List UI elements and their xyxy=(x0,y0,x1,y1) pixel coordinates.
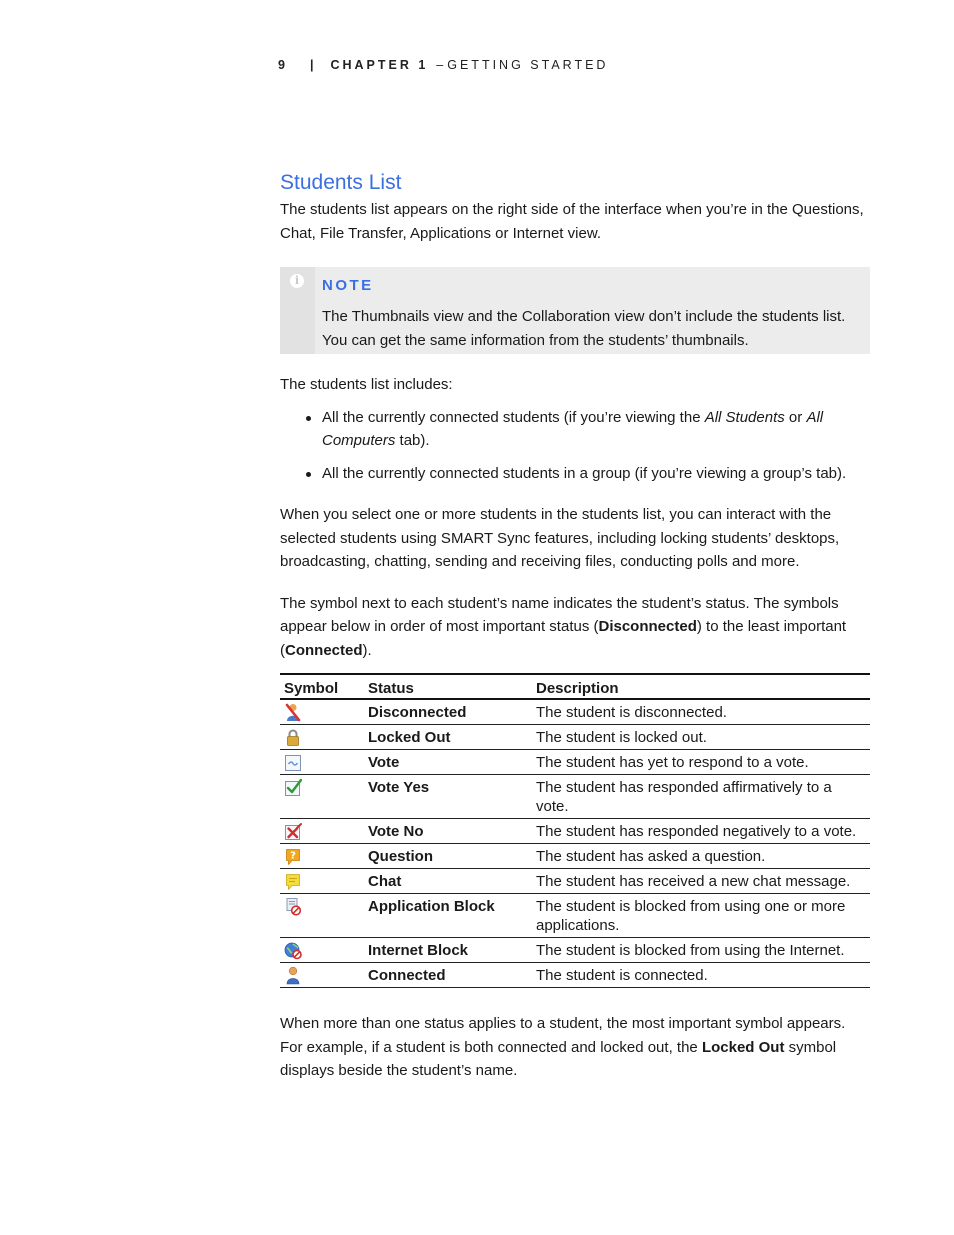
paragraph-text: ) to the least important ( xyxy=(280,618,847,659)
status-symbol-table xyxy=(280,673,870,988)
description-cell: The student has asked a question. xyxy=(532,844,870,869)
internet-block-icon xyxy=(284,941,302,960)
chapter-label: CHAPTER 1 xyxy=(330,58,429,72)
bullet-emphasis: All Computers xyxy=(322,408,824,449)
chapter-title: GETTING STARTED xyxy=(447,58,609,72)
bullet-text: All the currently connected students (if you’re viewing the xyxy=(322,408,705,426)
status-cell: Application Block xyxy=(364,894,532,938)
info-icon: i xyxy=(290,274,304,288)
description-cell: The student is blocked from using the Internet. xyxy=(532,938,870,963)
svg-text:?: ? xyxy=(290,850,296,862)
table-row xyxy=(280,750,870,775)
select-paragraph: When you select one or more students in the students list, you can interact with the selected students using SMART Sync features, including locking students’ desktops, broadcasting, chatting, sending and receiving files, conducting polls and more. xyxy=(280,506,840,570)
symbol-cell xyxy=(280,938,364,963)
description-cell: The student has responded affirmatively to a vote. xyxy=(532,775,870,819)
paragraph-text: symbol displays beside the student’s name. xyxy=(280,1038,837,1079)
paragraph-text: When more than one status applies to a student, the most important symbol appears. For example, if a student is both connected and locked out, the xyxy=(280,1015,846,1056)
paragraph-text: ). xyxy=(362,641,372,659)
bullet-text: tab). xyxy=(395,432,430,449)
table-row xyxy=(280,963,870,988)
running-header xyxy=(278,58,608,72)
symbol-cell xyxy=(280,699,364,725)
symbol-cell xyxy=(280,963,364,988)
list-item xyxy=(322,406,870,453)
status-cell: Question xyxy=(364,844,532,869)
header-dash: – xyxy=(436,58,444,72)
paragraph-text: The symbol next to each student’s name indicates the student’s status. The symbols appear below in order of most important status ( xyxy=(280,594,839,635)
note-box xyxy=(280,267,870,354)
application-block-icon xyxy=(284,897,302,916)
symbol-cell xyxy=(280,894,364,938)
description-cell: The student is connected. xyxy=(532,963,870,988)
paragraph-bold: Connected xyxy=(285,641,363,659)
table-row xyxy=(280,699,870,725)
bullet-list xyxy=(280,406,870,486)
vote-no-icon xyxy=(284,822,302,841)
status-cell: Vote Yes xyxy=(364,775,532,819)
symbol-cell xyxy=(280,750,364,775)
table-row xyxy=(280,819,870,844)
note-text: The Thumbnails view and the Collaboration view don’t include the students list. You can get the same information from the students’ thumbnails. xyxy=(322,308,846,349)
table-row xyxy=(280,775,870,819)
table-row xyxy=(280,869,870,894)
includes-text: The students list includes: xyxy=(280,376,453,393)
column-header-description: Description xyxy=(532,674,870,699)
connected-icon xyxy=(284,966,302,985)
description-cell: The student is blocked from using one or more applications. xyxy=(532,894,870,938)
bullet-text: or xyxy=(784,408,807,426)
symbol-cell xyxy=(280,844,364,869)
symbol-paragraph xyxy=(280,592,870,663)
table-row xyxy=(280,938,870,963)
closing-paragraph xyxy=(280,1012,870,1083)
symbol-cell xyxy=(280,819,364,844)
description-cell: The student is disconnected. xyxy=(532,699,870,725)
locked-out-icon xyxy=(284,728,302,747)
list-item: All the currently connected students in a group (if you’re viewing a group’s tab). xyxy=(322,462,870,486)
symbol-cell xyxy=(280,869,364,894)
table-header-row xyxy=(280,674,870,699)
status-cell: Connected xyxy=(364,963,532,988)
chat-icon xyxy=(284,872,302,891)
symbol-cell xyxy=(280,775,364,819)
note-label: NOTE xyxy=(322,277,374,294)
paragraph-bold: Locked Out xyxy=(701,1038,785,1056)
page-number: 9 xyxy=(278,58,288,72)
bullet-emphasis: All Students xyxy=(704,408,785,426)
status-cell: Internet Block xyxy=(364,938,532,963)
status-cell: Vote xyxy=(364,750,532,775)
description-cell: The student has received a new chat message. xyxy=(532,869,870,894)
table-row xyxy=(280,894,870,938)
disconnected-icon xyxy=(284,703,302,722)
symbol-cell xyxy=(280,725,364,750)
description-cell: The student is locked out. xyxy=(532,725,870,750)
column-header-status: Status xyxy=(364,674,532,699)
header-separator: | xyxy=(309,58,317,72)
status-cell: Disconnected xyxy=(364,699,532,725)
table-row xyxy=(280,725,870,750)
description-cell: The student has yet to respond to a vote. xyxy=(532,750,870,775)
column-header-symbol: Symbol xyxy=(280,674,364,699)
vote-yes-icon xyxy=(284,778,302,797)
section-title: Students List xyxy=(280,171,402,194)
intro-paragraph: The students list appears on the right side of the interface when you’re in the Questions, Chat, File Transfer, Applications or Internet view. xyxy=(280,201,864,242)
vote-icon xyxy=(284,753,302,772)
status-cell: Locked Out xyxy=(364,725,532,750)
paragraph-bold: Disconnected xyxy=(598,618,697,635)
question-icon xyxy=(284,847,302,866)
table-row xyxy=(280,844,870,869)
status-cell: Vote No xyxy=(364,819,532,844)
page-content xyxy=(280,168,870,1083)
status-cell: Chat xyxy=(364,869,532,894)
description-cell: The student has responded negatively to a vote. xyxy=(532,819,870,844)
